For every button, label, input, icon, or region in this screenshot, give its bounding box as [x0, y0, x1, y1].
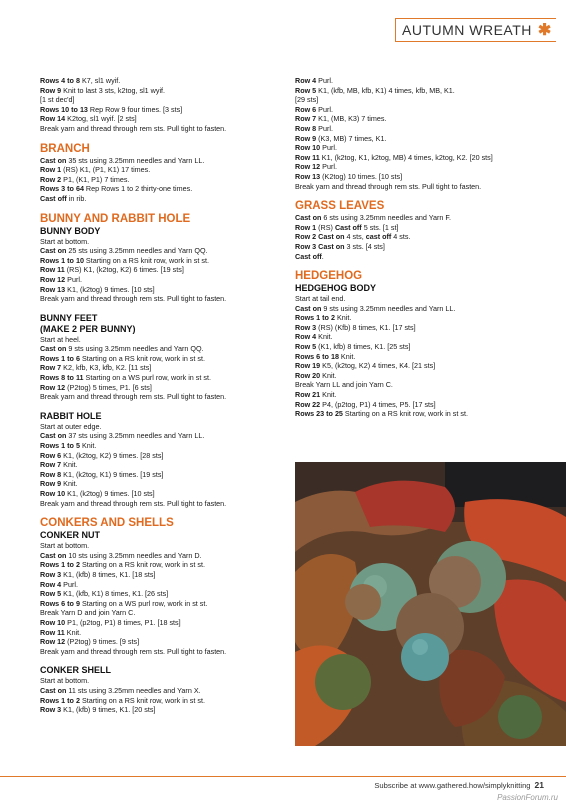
instruction-text: Purl.: [320, 143, 337, 153]
instruction-line: [40, 541, 280, 551]
instruction-label: Cast off: [334, 222, 362, 232]
instruction-text: (P2tog) 5 times, P1. [6 sts]: [65, 382, 152, 392]
instruction-text: Knit.: [320, 390, 337, 400]
instruction-label: Cast on: [40, 155, 67, 165]
instruction-text: Start at bottom.: [40, 236, 90, 246]
footer-rule: [0, 776, 566, 777]
instruction-label: Row 11: [40, 265, 65, 275]
instruction-line: [40, 551, 280, 561]
instruction-line: [295, 95, 530, 105]
subsection-heading: BUNNY BODY: [40, 225, 101, 236]
instruction-text: (RS) K1, (k2tog, K2) 6 times. [19 sts]: [64, 265, 184, 275]
instruction-text: (RS) K1, (P1, K1) 17 times.: [61, 165, 151, 175]
instruction-line: [295, 294, 530, 304]
instruction-line: [295, 242, 530, 252]
instruction-label: Row 12: [40, 274, 66, 284]
instruction-text: (K1, kfb) 8 times, K1. [25 sts]: [316, 342, 411, 352]
instruction-line: [40, 470, 280, 480]
instruction-text: 4 sts.: [391, 232, 411, 242]
instruction-label: Row 1: [295, 222, 317, 232]
instruction-text: 37 sts using 3.25mm needles and Yarn LL.: [66, 431, 205, 441]
instruction-text: Starting on a WS purl row, work in st st.: [79, 598, 208, 608]
section-heading: CONKERS AND SHELLS: [40, 517, 174, 530]
instruction-line: [40, 285, 280, 295]
instruction-text: K1, (k2tog) 9 times. [10 sts]: [65, 489, 155, 498]
instruction-label: Row 2: [40, 174, 62, 184]
instruction-text: 4 sts,: [344, 232, 366, 242]
subscribe-text: [374, 780, 544, 790]
instruction-text: K1, (k2tog, K2) 9 times. [28 sts]: [61, 450, 164, 460]
instruction-label: Row 3: [295, 322, 317, 332]
instruction-label: Row 6: [40, 450, 62, 460]
left-column: [40, 76, 280, 715]
instruction-text: K1, (kfb) 9 times, K1. [20 sts]: [61, 705, 156, 715]
instruction-line: [295, 153, 530, 163]
instruction-label: Row 5: [295, 342, 317, 352]
instruction-label: Row 4: [40, 579, 62, 589]
instruction-text: Start at heel.: [40, 334, 81, 344]
instruction-label: Rows 1 to 5: [40, 441, 80, 451]
instruction-line: [295, 371, 530, 381]
instruction-text: (K3, MB) 7 times, K1.: [316, 133, 387, 143]
instruction-text: Starting on a WS purl row, work in st st.: [83, 373, 211, 383]
instruction-line: [295, 361, 530, 371]
instruction-text: Knit.: [320, 370, 337, 380]
instruction-text: K1, (k2tog, K1, k2tog, MB) 4 times, k2tog, K2. [20 sts]: [319, 152, 493, 162]
instruction-line: [40, 570, 280, 580]
instruction-label: Row 7: [40, 363, 62, 373]
instruction-line: [40, 165, 280, 175]
instruction-text: Purl.: [320, 162, 337, 172]
instruction-text: Break yarn and thread through rem sts. Pull tight to fasten.: [40, 123, 227, 133]
instruction-line: [295, 352, 530, 362]
subscribe-url[interactable]: Subscribe at www.gathered.how/simplyknitting: [374, 781, 531, 790]
instruction-label: Row 10: [295, 143, 321, 153]
instruction-label: Cast on: [318, 232, 345, 242]
instruction-text: Knit.: [338, 351, 356, 361]
instruction-text: Break Yarn D and join Yarn C.: [40, 608, 136, 618]
instruction-line: [295, 313, 530, 323]
instruction-label: Row 10: [40, 617, 66, 627]
instruction-label: Row 9: [40, 479, 62, 489]
instruction-text: K1, (kfb, K1) 8 times, K1. [26 sts]: [61, 589, 169, 599]
instruction-text: Purl.: [316, 76, 333, 85]
instruction-line: [295, 213, 530, 223]
instruction-label: Row 11: [295, 152, 320, 162]
instruction-line: [40, 124, 280, 134]
instruction-label: Row 14: [40, 114, 66, 124]
instruction-text: Knit.: [61, 460, 78, 470]
instruction-label: Row 21: [295, 390, 321, 400]
right-column: [295, 76, 530, 419]
subsection-heading: CONKER NUT: [40, 530, 100, 541]
instruction-line: [40, 392, 280, 402]
instruction-line: [40, 705, 280, 715]
instruction-text: Break yarn and thread through rem sts. Pull tight to fasten.: [40, 294, 227, 304]
instruction-line: [40, 696, 280, 706]
instruction-line: [295, 172, 530, 182]
instruction-text: K1, (kfb, MB, kfb, K1) 4 times, kfb, MB, K1.: [316, 85, 455, 95]
instruction-text: Start at bottom.: [40, 541, 90, 551]
instruction-line: [295, 332, 530, 342]
instruction-text: Starting on a RS knit row, work in st st.: [79, 353, 205, 363]
instruction-text: (RS) (Kfb) 8 times, K1. [17 sts]: [316, 322, 416, 332]
instruction-label: Row 3: [295, 241, 317, 251]
instruction-label: Rows 1 to 2: [40, 695, 80, 705]
section-heading: BRANCH: [40, 142, 90, 155]
wreath-photo: [295, 462, 566, 746]
instruction-line: [40, 76, 280, 86]
instruction-line: [40, 175, 280, 185]
instruction-text: 9 sts using 3.25mm needles and Yarn QQ.: [66, 344, 204, 354]
instruction-label: Rows 3 to 64: [40, 184, 84, 194]
instruction-label: Rows 1 to 6: [40, 353, 80, 363]
instruction-label: Row 13: [40, 284, 66, 294]
instruction-text: K1, (k2tog) 9 times. [10 sts]: [65, 284, 155, 294]
instruction-text: Purl.: [316, 123, 333, 133]
instruction-label: Row 7: [295, 114, 317, 124]
instruction-line: [40, 422, 280, 432]
instruction-text: 25 sts using 3.25mm needles and Yarn QQ.: [66, 246, 208, 256]
instruction-label: Row 8: [295, 123, 317, 133]
instruction-line: [295, 323, 530, 333]
instruction-line: [40, 628, 280, 638]
instruction-label: Cast on: [40, 550, 67, 560]
instruction-text: Rep Rows 1 to 2 thirty-one times.: [83, 184, 193, 194]
instruction-label: Cast off: [40, 193, 67, 203]
subsection-heading: RABBIT HOLE: [40, 410, 102, 421]
instruction-line: [40, 618, 280, 628]
instruction-text: K1, (k2tog, K1) 9 times. [19 sts]: [61, 469, 164, 479]
instruction-text: 9 sts using 3.25mm needles and Yarn LL.: [321, 303, 456, 313]
instruction-line: [295, 380, 530, 390]
instruction-label: Row 1: [40, 165, 62, 175]
page-header: [395, 18, 556, 42]
instruction-line: [40, 95, 280, 105]
instruction-line: [295, 114, 530, 124]
instruction-text: in rib.: [66, 193, 87, 203]
instruction-line: [40, 373, 280, 383]
instruction-text: (RS): [316, 222, 335, 232]
instruction-text: K1, (kfb) 8 times, K1. [18 sts]: [61, 569, 156, 579]
instruction-label: Cast off: [295, 251, 322, 261]
instruction-line: [295, 162, 530, 172]
instruction-text: 3 sts. [4 sts]: [344, 241, 385, 251]
instruction-line: [40, 686, 280, 696]
instruction-line: [40, 589, 280, 599]
instruction-text: P4, (p2tog, P1) 4 times, P5. [17 sts]: [320, 399, 436, 409]
instruction-text: Purl.: [65, 274, 82, 284]
instruction-text: Starting on a RS knit row, work in st st.: [79, 560, 205, 570]
instruction-line: [40, 294, 280, 304]
instruction-line: [295, 124, 530, 134]
subsection-heading: CONKER SHELL: [40, 665, 112, 676]
subsection-heading: HEDGEHOG BODY: [295, 283, 377, 294]
instruction-line: [40, 194, 280, 204]
wreath-photo-illustration: [295, 462, 566, 746]
instruction-label: Row 20: [295, 370, 321, 380]
instruction-label: Row 4: [295, 76, 317, 85]
instruction-line: [40, 580, 280, 590]
section-heading: BUNNY AND RABBIT HOLE: [40, 212, 191, 225]
instruction-text: [29 sts]: [295, 95, 319, 105]
instruction-text: Start at bottom.: [40, 676, 90, 686]
instruction-line: [40, 499, 280, 509]
instruction-line: [40, 86, 280, 96]
instruction-line: [40, 599, 280, 609]
instruction-text: Starting on a RS knit row, work in st st.: [83, 255, 209, 265]
instruction-line: [40, 451, 280, 461]
instruction-line: [295, 223, 530, 233]
asterisk-icon: ✱: [537, 22, 552, 39]
instruction-text: Knit.: [64, 627, 82, 637]
section-heading: GRASS LEAVES: [295, 200, 385, 213]
instruction-label: Row 12: [295, 162, 321, 172]
instruction-line: [40, 479, 280, 489]
instruction-label: Rows 10 to 13: [40, 104, 88, 114]
instruction-line: [295, 105, 530, 115]
instruction-label: Cast on: [295, 213, 322, 223]
instruction-label: Row 9: [295, 133, 317, 143]
instruction-text: K2tog, sl1 wyif. [2 sts]: [65, 114, 137, 124]
instruction-text: K1, (MB, K3) 7 times.: [316, 114, 387, 124]
instruction-text: 6 sts using 3.25mm needles and Yarn F.: [321, 213, 451, 223]
instruction-label: Row 12: [40, 382, 66, 392]
instruction-text: Start at outer edge.: [40, 421, 102, 431]
instruction-text: K2, kfb, K3, kfb, K2. [11 sts]: [61, 363, 152, 373]
instruction-label: Row 2: [295, 232, 317, 242]
instruction-text: (K2tog) 10 times. [10 sts]: [320, 171, 403, 181]
instruction-line: [40, 441, 280, 451]
instruction-line: [295, 304, 530, 314]
instruction-text: Break yarn and thread through rem sts. Pull tight to fasten.: [40, 498, 227, 508]
instruction-label: Row 3: [40, 705, 62, 715]
instruction-label: Row 12: [40, 637, 66, 647]
instruction-text: K7, sl1 wyif.: [79, 76, 121, 85]
instruction-label: Cast on: [40, 431, 67, 441]
instruction-line: [40, 156, 280, 166]
instruction-line: [295, 232, 530, 242]
instruction-label: Row 19: [295, 361, 321, 371]
instruction-line: [40, 344, 280, 354]
instruction-label: Cast on: [318, 241, 345, 251]
instruction-label: Row 6: [295, 104, 317, 114]
page-number: 21: [534, 780, 544, 790]
instruction-line: [40, 676, 280, 686]
instruction-text: P1, (K1, P1) 7 times.: [61, 174, 130, 184]
instruction-label: Rows 8 to 11: [40, 373, 84, 383]
instruction-line: [40, 637, 280, 647]
section-heading: HEDGEHOG: [295, 270, 363, 283]
instruction-line: [40, 363, 280, 373]
instruction-text: Break Yarn LL and join Yarn C.: [295, 380, 393, 390]
instruction-label: Rows 23 to 25: [295, 409, 343, 419]
instruction-text: [1 st dec'd]: [40, 95, 75, 105]
subsection-heading: (MAKE 2 PER BUNNY): [40, 323, 136, 334]
instruction-line: [295, 400, 530, 410]
instruction-label: Cast on: [40, 685, 67, 695]
instruction-line: [40, 560, 280, 570]
instruction-line: [40, 383, 280, 393]
instruction-text: Break yarn and thread through rem sts. Pull tight to fasten.: [40, 392, 227, 402]
instruction-label: Rows 4 to 8: [40, 76, 80, 85]
instruction-text: Start at tail end.: [295, 294, 346, 304]
instruction-text: Knit.: [334, 313, 352, 323]
instruction-label: Row 7: [40, 460, 62, 470]
instruction-line: [295, 342, 530, 352]
instruction-line: [40, 335, 280, 345]
instruction-line: [295, 134, 530, 144]
instruction-line: [40, 647, 280, 657]
instruction-text: Knit.: [316, 332, 333, 342]
instruction-line: [295, 252, 530, 262]
watermark: PassionForum.ru: [497, 793, 558, 802]
instruction-label: Cast on: [40, 246, 67, 256]
instruction-line: [295, 182, 530, 192]
instruction-line: [40, 105, 280, 115]
instruction-text: Rep Row 9 four times. [3 sts]: [87, 104, 183, 114]
instruction-label: Rows 1 to 2: [295, 313, 335, 323]
instruction-text: K5, (k2tog, K2) 4 times, K4. [21 sts]: [320, 361, 436, 371]
instruction-line: [40, 460, 280, 470]
header-title: AUTUMN WREATH: [402, 22, 532, 38]
instruction-label: Row 22: [295, 399, 321, 409]
instruction-text: 5 sts. [1 st]: [361, 222, 399, 232]
instruction-line: [40, 354, 280, 364]
instruction-line: [40, 431, 280, 441]
instruction-line: [40, 265, 280, 275]
instruction-label: Rows 1 to 2: [40, 560, 80, 570]
instruction-text: Knit.: [79, 441, 97, 451]
instruction-line: [40, 489, 280, 499]
instruction-line: [40, 246, 280, 256]
instruction-line: [40, 184, 280, 194]
instruction-line: [40, 256, 280, 266]
instruction-line: [40, 237, 280, 247]
instruction-text: Purl.: [316, 104, 333, 114]
instruction-line: [295, 409, 530, 419]
instruction-label: Row 5: [295, 85, 317, 95]
instruction-line: [295, 76, 530, 86]
instruction-label: Rows 6 to 9: [40, 598, 80, 608]
instruction-label: Row 10: [40, 489, 66, 498]
instruction-line: [40, 114, 280, 124]
instruction-text: Knit to last 3 sts, k2tog, sl1 wyif.: [61, 85, 166, 95]
instruction-text: P1, (p2tog, P1) 8 times, P1. [18 sts]: [65, 617, 181, 627]
instruction-text: Starting on a RS knit row, work in st st.: [342, 409, 468, 419]
instruction-text: Knit.: [61, 479, 78, 489]
instruction-text: 11 sts using 3.25mm needles and Yarn X.: [66, 685, 201, 695]
instruction-label: Rows 6 to 18: [295, 351, 339, 361]
instruction-text: Break yarn and thread through rem sts. Pull tight to fasten.: [295, 181, 482, 191]
instruction-line: [295, 143, 530, 153]
instruction-text: 10 sts using 3.25mm needles and Yarn D.: [66, 550, 202, 560]
instruction-label: Row 5: [40, 589, 62, 599]
instruction-label: Row 13: [295, 171, 321, 181]
instruction-line: [295, 86, 530, 96]
instruction-line: [295, 390, 530, 400]
instruction-text: Purl.: [61, 579, 78, 589]
instruction-label: Row 11: [40, 627, 65, 637]
instruction-label: Row 9: [40, 85, 62, 95]
instruction-label: Row 3: [40, 569, 62, 579]
instruction-text: (P2tog) 9 times. [9 sts]: [65, 637, 140, 647]
instruction-text: Starting on a RS knit row, work in st st.: [79, 695, 205, 705]
subsection-heading: BUNNY FEET: [40, 312, 98, 323]
instruction-line: [40, 608, 280, 618]
instruction-text: Break yarn and thread through rem sts. Pull tight to fasten.: [40, 646, 227, 656]
instruction-text: 35 sts using 3.25mm needles and Yarn LL.: [66, 155, 205, 165]
instruction-label: cast off: [365, 232, 392, 242]
instruction-label: Cast on: [295, 303, 322, 313]
instruction-line: [40, 275, 280, 285]
instruction-label: Rows 1 to 10: [40, 255, 84, 265]
instruction-text: .: [321, 251, 324, 261]
instruction-label: Cast on: [40, 344, 67, 354]
instruction-label: Row 8: [40, 469, 62, 479]
instruction-label: Row 4: [295, 332, 317, 342]
